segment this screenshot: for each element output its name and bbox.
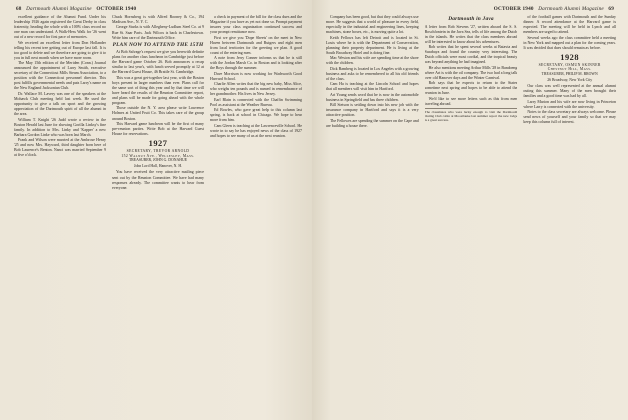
right-page	[312, 0, 628, 420]
body-paragraph: Rob says that he expects to return to the States sometime next spring and hopes to be able to attend the reunion in June.	[424, 80, 518, 96]
right-columns	[326, 14, 616, 414]
body-paragraph: He also mentions meeting Arthur Mills '28 in Bandoeng where Art is with the oil company. The two had a long talk over old Hanover days and the Winter Carnival.	[424, 64, 518, 80]
class-year-heading: 1927	[148, 139, 168, 149]
body-paragraph: Charlie Allen writes that the big new baby, Miss Alice, who weighs ten pounds and is named in remembrance of her grandmother. His lives in New Jersey.	[210, 81, 302, 97]
right-magazine-title: Dartmouth Alumni Magazine	[538, 6, 604, 12]
body-paragraph: excellent guidance of the Alumni Fund. Under his leadership 1926 again registered the Great Derby in class fraternity, heading the whole with a 100% class record no one man can understand. A Walk-Hess Walk for '26 went out of a new record for first pace of memories.	[14, 14, 106, 40]
right-issue-date: OCTOBER 1940	[493, 6, 534, 12]
body-paragraph: Company has been good, but that they could always use more. He suggests that a world of pleasure in every field, especially in the industrial and engineering lines, keeping machines, stone boxes, etc., is moving quite a lot.	[326, 14, 419, 35]
body-paragraph: The Fellowes are spending the summer on the Cape and are building a house there.	[326, 117, 419, 128]
body-paragraph: This Harvard game luncheon will be the first of many pre-reunion parties. Write Bob at the Harvard Guest House for reservations.	[112, 120, 204, 137]
body-paragraph: Dave Morrison is now working for Wadsworth Good Harvard School.	[210, 70, 302, 81]
body-paragraph: First we give you 'Dope Sheets' on the meet in New Haven between Dartmouth and Rutgers and eight men from local territories for the greeting we plan. A good count of the entering men.	[210, 34, 302, 55]
body-paragraph: The May 15th edition of the Meriden (Conn.) Journal announced the appointment of Larry Smith, executive secretary of the Connecticut Mills Steam Association, to a position with the Connecticut personnel director. This post fulfills governmental needs and puts Larry's name on the New England Jacksonian Club.	[14, 60, 106, 91]
body-paragraph: Frank and Wilson were married at the Ambrose Henry '25 and now Mrs. Hayward, third daughter born here of Bob Laurence's Benton. Nanci was married September 9 at five o'clock.	[14, 137, 106, 158]
body-paragraph: Chuck Hornsberg is with Alfred Rooney & Co., 194 Madison Ave., N. Y. C.	[112, 14, 204, 25]
body-paragraph: a check in payment of the bill for the class dues and the Magazine if you have as yet not done so. Prompt payment insures your class organization continued success and your prompt remittance now.	[210, 14, 302, 35]
body-paragraph: Art Young sends word that he is now in the automobile business in Springfield and has three children.	[326, 91, 419, 102]
right-running-head	[494, 6, 614, 12]
left-page	[0, 0, 312, 420]
left-issue-date: OCTOBER 1940	[96, 6, 137, 12]
body-paragraph: Notes to the class secretary are always welcome. Please send news of yourself and your family so that we may keep this column full of interest.	[523, 109, 617, 125]
treasurer-line: TREASURER, PHILIP M. BROWN	[541, 71, 598, 76]
body-paragraph: Cam Ha is teaching at the Lincoln School and hopes that all members will visit him in Hartford.	[326, 81, 419, 92]
right-column-2	[425, 14, 518, 414]
body-paragraph: Dick Bamberg is located in Los Angeles with a growing business and asks to be remembered to all his old friends of the class.	[326, 65, 419, 81]
body-paragraph: We'd like to see more letters such as this from men traveling abroad.	[424, 95, 518, 106]
secretary-line: SECRETARY, OSMUN SKINNER	[538, 62, 601, 67]
body-paragraph: of the football games with Dartmouth and the Sunday dinner. A record attendance at the Harvard game is expected. The meeting will be held in Lynch and all members are urged to attend.	[523, 14, 617, 35]
right-column-1	[326, 14, 419, 414]
right-column-3	[523, 14, 616, 414]
body-paragraph: Rob writes that he spent several weeks at Batavia and Surabaya and found the country very interesting. The Dutch officials were most cordial, and the tropical beauty was beyond anything he had imagined.	[424, 44, 518, 65]
body-paragraph: A note from Jerry Conner informs us that he is still with the Jordan Marsh Co. in Boston and is looking after the Boys through the summer.	[210, 55, 302, 71]
left-running-head	[16, 6, 136, 12]
body-paragraph: William T. Knight '26 Judd wrote a review in the Boston Herald last June for showing Gorilla Linksy's fine family. In addition to Mrs. Linky and 'Kapper' a new Barbara Gordon Linke who was born last March.	[14, 116, 106, 137]
body-paragraph: At Bob Salvage's request we give you herewith definite plans for another class luncheon in Cambridge just before the Harvard game October 26. Bob announces a recap similar to last year's, with lunch served promptly at 12 at the Harvard Guest House, 46 Brattle St. Cambridge.	[112, 49, 204, 75]
body-paragraph: Ed Bowles, who gave great help to this column last spring, is back at school in Chicago. We hope to hear more from him.	[210, 107, 302, 123]
body-paragraph: Earl Blain is connected with the Chaffin Swimming Pool as assistant at the Weather Bureau.	[210, 96, 302, 107]
body-paragraph: Larry Marion and his wife are now living in Princeton where Larry is connected with the university.	[523, 98, 617, 109]
body-paragraph: George Starks is with Allegheny-Ludlum Steel Co. at 9 Rue St. Saar Paris. Jack Wilcox is back in Charlestown. Write him care of the Dartmouth Office.	[112, 24, 204, 40]
body-paragraph: Our class was well represented at the annual alumni outing this summer. Many of the men brought their families and a good time was had by all.	[523, 83, 617, 99]
body-paragraph: Those outside the N. Y. area please write Lawrence Holmes at United Fruit Co. This takes care of the group around Boston.	[112, 105, 204, 121]
left-columns	[14, 14, 302, 414]
treasurer-line: TREASURER, JOHN G. DONAHUE	[128, 158, 188, 163]
section-heading: PLAN NOW TO ATTEND THE 15TH	[112, 41, 204, 48]
left-page-number: 68	[16, 6, 22, 12]
left-column-2	[112, 14, 204, 414]
body-paragraph: We received an excellent letter from Don Hollander telling his recent tree getting out of Europe last fall. It is too good to delete and we therefore are going to give it to you in full next month when we have more room.	[14, 39, 106, 60]
body-paragraph: Bill Stetson is settling down into his new job with the insurance company in Hartford and says it is a very attractive position.	[326, 102, 419, 118]
body-paragraph: Dr. Wallace M. Lavery was one of the speakers at the Mohawk Club meeting held last week. He used the opportunity to give a talk on sport and the growing appreciation of the Dartmouth spirit of all the alumni in the area.	[14, 90, 106, 117]
treasurer-line: 26 Broadway, New York City	[547, 77, 593, 82]
body-paragraph: Mac Weston and his wife are spending time at the shore with the children.	[326, 55, 419, 66]
right-page-number: 69	[608, 6, 614, 12]
body-paragraph: You have received the very attractive mailing piece sent out by the Reunion Committee. We have had many responses already. The committee wants to hear from everyone.	[112, 169, 204, 190]
class-year-heading: 1928	[560, 52, 580, 62]
footnote: The classmates who were lucky enough to visit the Dartmouth Outing Club cabin at Moosilauke last summer report the new lodge is a great success.	[424, 109, 518, 123]
left-column-1	[14, 14, 106, 414]
secretary-line: Chestnut Hill, Mass.	[547, 67, 592, 72]
body-paragraph: Several weeks ago the class committee held a meeting in New York and mapped out a plan for the coming years. It was decided that dues should remain as before.	[523, 34, 617, 50]
secretary-line: SECRETARY, TREVOR ARNOLD	[126, 149, 190, 154]
section-heading: Dartmouth in Java	[448, 16, 494, 22]
body-paragraph: A letter from Rob Stevens '27, written aboard the S. S. Boschfontein in the Java Sea, tells of life among the Dutch in the islands. He writes that the class members abroad will be interested to know about his adventures.	[424, 23, 518, 44]
body-paragraph: Cam Gleen is teaching at the Lawrenceville School. He wrote in to say he has enjoyed news of the class of 1927 and hopes to see many of us at the next reunion.	[210, 122, 302, 138]
treasurer-line: John Lord Hall, Hanover, N. H.	[133, 163, 183, 168]
left-magazine-title: Dartmouth Alumni Magazine	[26, 6, 92, 12]
body-paragraph: This was a great get-together last year, with the Boston boys present in larger numbers than ever. Plans call for the same sort of thing this year and by that time we will have heard the results of the Reunion Committee report, and plans will be made for going ahead with the whole program.	[112, 74, 204, 105]
body-paragraph: Keith Fellows has left Detroit and is located in St. Louis where he is with the Department of Conservation, planning their property department. He is living at the South Broadway Hotel and is doing fine.	[326, 34, 419, 55]
left-column-3	[210, 14, 302, 414]
secretary-line: 152 Walnut Ave., Wellesley, Mass.	[121, 153, 195, 158]
